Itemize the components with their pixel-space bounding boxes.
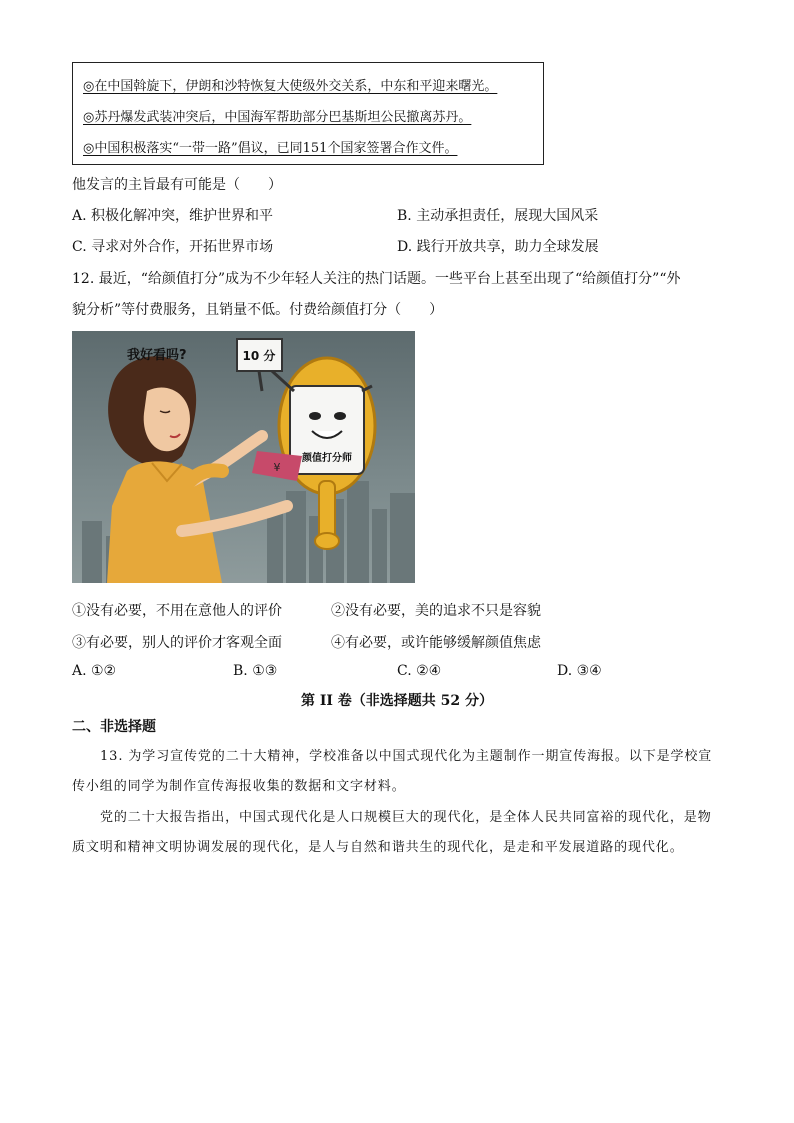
q11-option-c[interactable]: C. 寻求对外合作，开拓世界市场 — [72, 239, 274, 255]
cartoon-svg — [72, 331, 415, 583]
q11-stem: 他发言的主旨最有可能是（ ） — [72, 177, 282, 193]
part2-title: 第 II 卷（非选择题共 52 分） — [300, 693, 494, 709]
money-symbol: ¥ — [273, 461, 281, 474]
q13-line-3: 党的二十大报告指出，中国式现代化是人口规模巨大的现代化，是全体人民共同富裕的现代化，是物 — [100, 810, 712, 825]
speech-text: 我好看吗? — [127, 348, 187, 363]
q11-option-a[interactable]: A. 积极化解冲突，维护世界和平 — [72, 208, 274, 224]
q13-line-2: 传小组的同学为制作宣传海报收集的数据和文字材料。 — [72, 779, 406, 794]
material-line-2: ◎苏丹爆发武装冲突后，中国海军帮助部分巴基斯坦公民撤离苏丹。 — [83, 110, 472, 125]
q12-statement-4: ④有必要，或许能够缓解颜值焦虑 — [331, 635, 541, 651]
sign-text: 10 分 — [242, 349, 276, 363]
q12-choice-a[interactable]: A. ①② — [72, 663, 117, 679]
q12-statement-3: ③有必要，别人的评价才客观全面 — [72, 635, 282, 651]
q11-option-b[interactable]: B. 主动承担责任，展现大国风采 — [397, 208, 599, 224]
cartoon-illustration — [72, 331, 415, 583]
material-box — [72, 62, 544, 165]
q12-choice-b[interactable]: B. ①③ — [233, 663, 278, 679]
q12-stem-line-2: 貌分析”等付费服务，且销量不低。付费给颜值打分（ ） — [72, 302, 444, 318]
material-line-1: ◎在中国斡旋下，伊朗和沙特恢复大使级外交关系，中东和平迎来曙光。 — [83, 79, 498, 94]
q12-stem-line-1: 12. 最近，“给颜值打分”成为不少年轻人关注的热门话题。一些平台上甚至出现了“给颜值打分”“外 — [72, 271, 681, 287]
q13-line-4: 质文明和精神文明协调发展的现代化，是人与自然和谐共生的现代化，是走和平发展道路的现代化。 — [72, 840, 684, 855]
section2-heading: 二、非选择题 — [72, 719, 156, 735]
q13-line-1: 13. 为学习宣传党的二十大精神，学校准备以中国式现代化为主题制作一期宣传海报。以下是学校宣 — [100, 749, 713, 764]
q12-statement-1: ①没有必要，不用在意他人的评价 — [72, 603, 282, 619]
material-line-3: ◎中国积极落实“一带一路”倡议，已同151个国家签署合作文件。 — [83, 141, 458, 156]
q12-choice-c[interactable]: C. ②④ — [397, 663, 442, 679]
q11-option-d[interactable]: D. 践行开放共享，助力全球发展 — [397, 239, 599, 255]
q12-statement-2: ②没有必要，美的追求不只是容貌 — [331, 603, 541, 619]
screen-label: 颜值打分师 — [302, 453, 352, 464]
q12-choice-d[interactable]: D. ③④ — [557, 663, 602, 679]
